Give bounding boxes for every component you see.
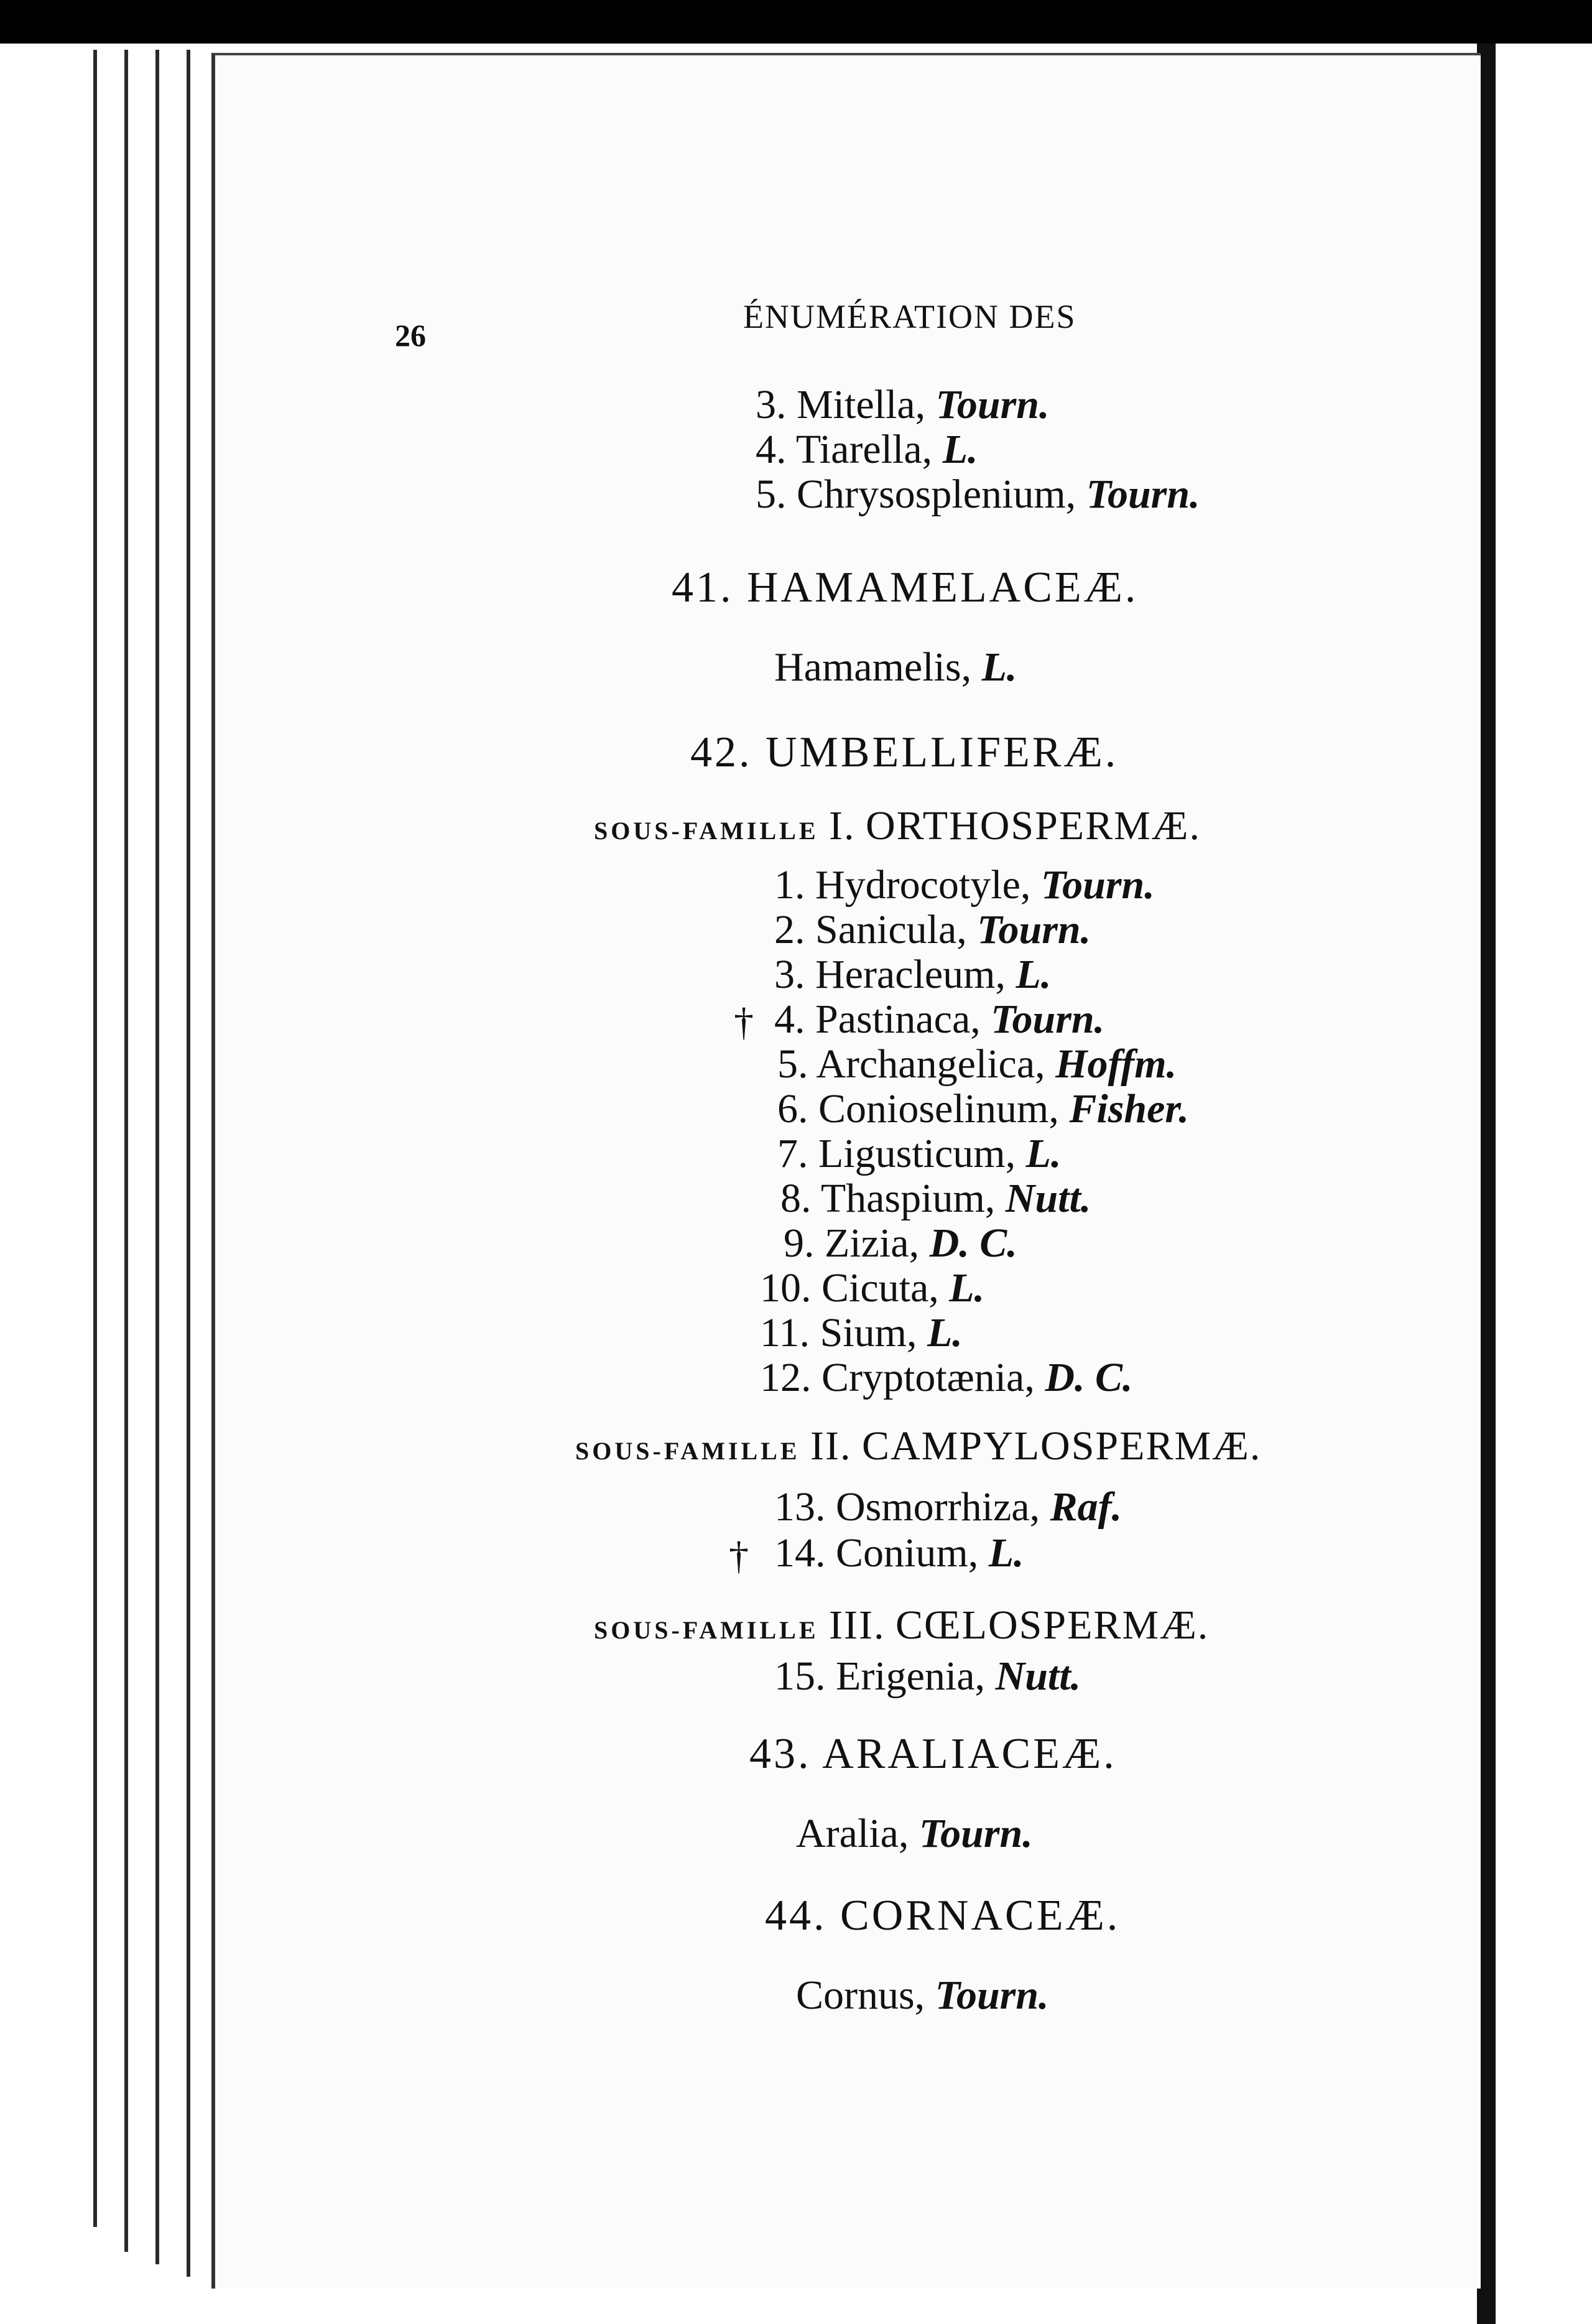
running-title: ÉNUMÉRATION DES [743, 298, 1076, 335]
genus-name: Conium, [836, 1530, 989, 1576]
genus-name: Pastinaca, [815, 997, 991, 1042]
genus-number: 2. [774, 907, 805, 952]
genus-name: Cicuta, [821, 1265, 950, 1311]
genus-name: Thaspium, [820, 1176, 1006, 1221]
subfamily-heading [594, 1602, 1210, 1648]
genus-name: Cryptotænia, [821, 1355, 1045, 1400]
page-edge-2 [124, 50, 128, 2252]
genus-author: L. [1025, 1131, 1062, 1176]
family-name: ARALIACEÆ. [822, 1730, 1117, 1778]
entry-author: L. [942, 427, 978, 472]
genus-number: 8. [780, 1176, 812, 1221]
genus-author: Tourn. [977, 907, 1091, 952]
genus-name: Zizia, [825, 1220, 930, 1266]
genus-author: Tourn. [1040, 862, 1155, 908]
genus-line [774, 999, 1104, 1040]
genus-number: 3. [774, 952, 805, 997]
entry-line [756, 429, 978, 470]
family-name: HAMAMELACEÆ. [747, 564, 1139, 611]
genus-line [777, 1041, 1177, 1087]
subfamily-number: III. [829, 1602, 886, 1648]
genus-number: 15. [774, 1653, 826, 1699]
genus-line [774, 862, 1155, 908]
genus-line [774, 1484, 1122, 1530]
genus-name: Aralia, [796, 1811, 919, 1856]
genus-name: Conioselinum, [818, 1086, 1070, 1132]
genus-line [774, 1653, 1081, 1699]
subfamily-number: I. [829, 803, 856, 848]
family-heading [690, 728, 1119, 776]
page-number: 26 [395, 318, 426, 353]
genus-line [777, 1133, 1061, 1174]
genus-author: Nutt. [995, 1653, 1081, 1699]
family-number: 42. [690, 728, 752, 776]
entry-genus: Chrysosplenium, [797, 472, 1086, 517]
subfamily-label: SOUS-FAMILLE [594, 817, 819, 845]
genus-line [784, 1220, 1017, 1266]
genus-author: D. C. [929, 1220, 1017, 1266]
genus-name: Hydrocotyle, [815, 862, 1041, 908]
entry-genus: Tiarella, [795, 427, 943, 472]
genus-name: Archangelica, [816, 1041, 1056, 1087]
genus-number: 14. [774, 1530, 826, 1576]
subfamily-number: II. [810, 1423, 852, 1469]
genus-number: 12. [760, 1355, 812, 1400]
subfamily-name: CAMPYLOSPERMÆ. [862, 1423, 1262, 1469]
family-name: CORNACEÆ. [840, 1892, 1121, 1940]
entry-number: 3. [756, 382, 787, 427]
genus-name: Erigenia, [836, 1653, 996, 1699]
family-heading [765, 1894, 1120, 1938]
genus-line [774, 909, 1091, 951]
subfamily-heading [594, 803, 1201, 848]
genus-author: L. [1016, 952, 1052, 997]
genus-line [760, 1357, 1133, 1398]
genus-name: Sium, [820, 1310, 927, 1355]
family-number: 41. [672, 564, 734, 611]
genus-line [780, 1178, 1091, 1219]
genus-number: 7. [777, 1131, 808, 1176]
genus-author: Tourn. [935, 1973, 1049, 2018]
genus-number: 1. [774, 862, 805, 908]
genus-name: Cornus, [796, 1973, 935, 2018]
family-number: 44. [765, 1892, 827, 1940]
entry-author: Tourn. [935, 382, 1050, 427]
subfamily-name: ORTHOSPERMÆ. [866, 803, 1201, 848]
genus-name: Osmorrhiza, [836, 1484, 1050, 1530]
subfamily-label: SOUS-FAMILLE [575, 1437, 800, 1465]
genus-name: Hamamelis, [774, 644, 982, 690]
genus-number: 10. [760, 1265, 812, 1311]
subfamily-name: CŒLOSPERMÆ. [895, 1602, 1210, 1648]
genus-line [760, 1265, 985, 1311]
genus-line [774, 954, 1051, 995]
genus-line [760, 1310, 963, 1355]
entry-line [756, 474, 1200, 515]
page-edge-4 [187, 50, 190, 2277]
family-number: 43. [749, 1730, 812, 1778]
genus-author: Tourn. [991, 997, 1105, 1042]
subfamily-label: SOUS-FAMILLE [594, 1616, 819, 1644]
entry-author: Tourn. [1086, 472, 1200, 517]
genus-author: Raf. [1050, 1484, 1122, 1530]
page-edge-3 [155, 50, 159, 2264]
family-heading [672, 566, 1138, 610]
entry-line [756, 384, 1049, 425]
dagger-mark: † [729, 1533, 749, 1578]
subfamily-heading [575, 1423, 1262, 1469]
entry-number: 4. [756, 427, 787, 472]
genus-author: Tourn. [919, 1811, 1033, 1856]
genus-author: L. [981, 644, 1017, 690]
page-edge-1 [93, 50, 97, 2227]
genus-author: L. [949, 1265, 985, 1311]
genus-line [777, 1086, 1189, 1132]
genus-line [774, 644, 1017, 690]
genus-author: D. C. [1045, 1355, 1133, 1400]
genus-author: Fisher. [1069, 1086, 1189, 1132]
genus-name: Heracleum, [815, 952, 1016, 997]
genus-name: Ligusticum, [818, 1131, 1026, 1176]
genus-number: 5. [777, 1041, 808, 1087]
entry-number: 5. [756, 472, 787, 517]
dagger-mark: † [734, 1000, 754, 1044]
genus-author: Nutt. [1005, 1176, 1091, 1221]
genus-author: L. [988, 1530, 1024, 1576]
genus-number: 9. [784, 1220, 815, 1266]
genus-line [774, 1530, 1024, 1576]
family-heading [749, 1732, 1117, 1776]
genus-number: 6. [777, 1086, 808, 1132]
genus-author: Hoffm. [1055, 1041, 1177, 1087]
genus-author: L. [927, 1310, 963, 1355]
genus-number: 4. [774, 997, 805, 1042]
genus-name: Sanicula, [815, 907, 978, 952]
genus-line [796, 1813, 1033, 1854]
genus-number: 13. [774, 1484, 826, 1530]
genus-number: 11. [760, 1310, 810, 1355]
genus-line [796, 1975, 1049, 2016]
family-name: UMBELLIFERÆ. [766, 728, 1119, 776]
entry-genus: Mitella, [797, 382, 936, 427]
scan-top-border [0, 0, 1592, 44]
